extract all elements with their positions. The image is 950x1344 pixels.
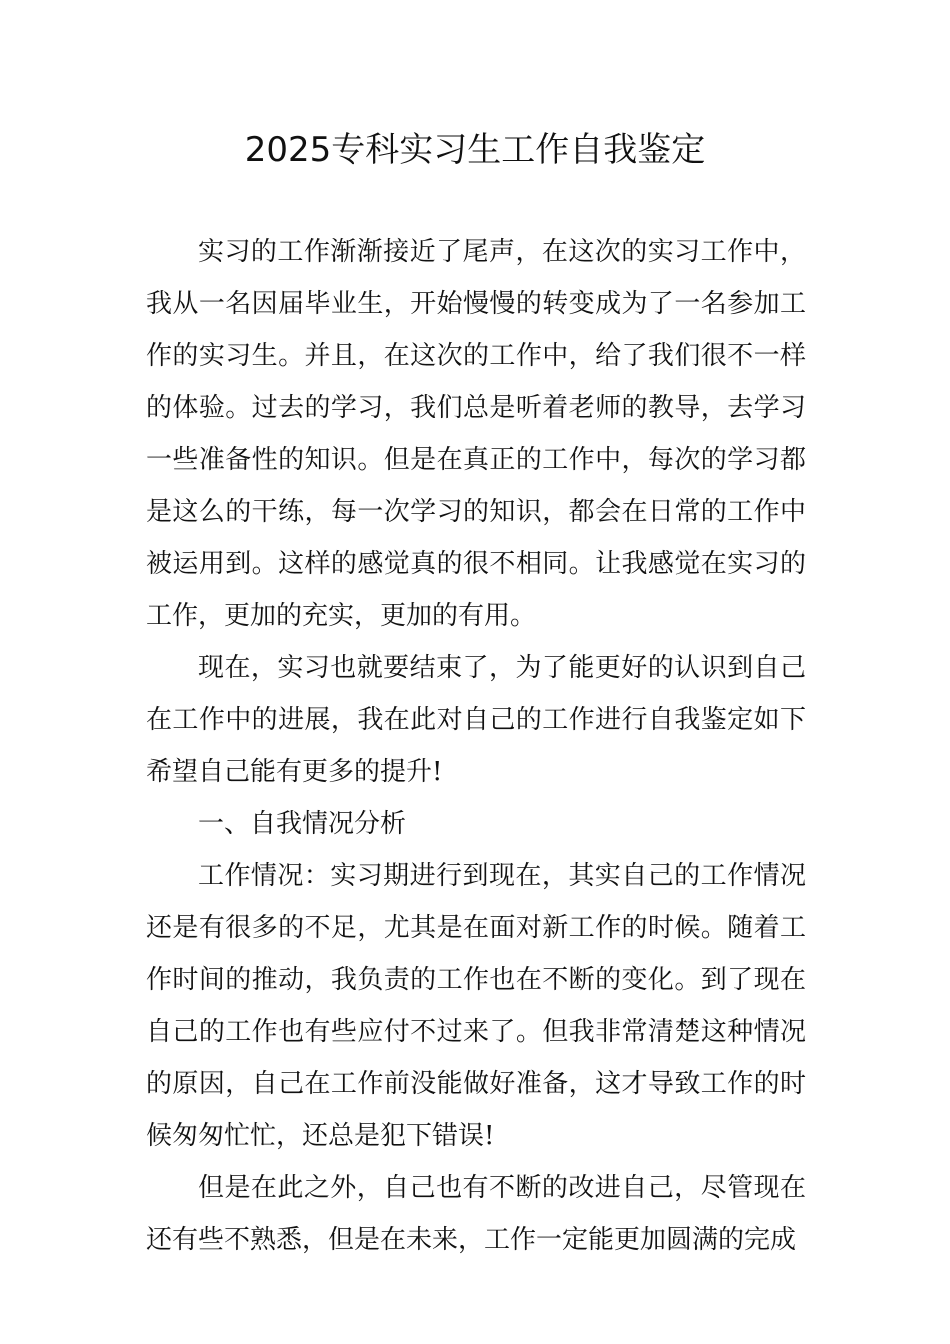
- paragraph-improvement: 但是在此之外，自己也有不断的改进自己，尽管现在还有些不熟悉，但是在未来，工作一定能更加圆满的完成: [146, 1173, 806, 1255]
- document-title: 2025专科实习生工作自我鉴定: [244, 130, 706, 170]
- section-heading-self-analysis: 一、自我情况分析: [198, 809, 407, 839]
- paragraph-work-situation: 工作情况：实习期进行到现在，其实自己的工作情况还是有很多的不足，尤其是在面对新工作的时候。随着工作时间的推动，我负责的工作也在不断的变化。到了现在自己的工作也有些应付不过来了。但我非常清楚这种情况的原因，自己在工作前没能做好准备，这才导致工作的时候匆匆忙忙，还总是犯下错误!: [146, 861, 806, 1151]
- paragraph-intro: 实习的工作渐渐接近了尾声，在这次的实习工作中，我从一名因届毕业生，开始慢慢的转变成为了一名参加工作的实习生。并且，在这次的工作中，给了我们很不一样的体验。过去的学习，我们总是听着老师的教导，去学习一些准备性的知识。但是在真正的工作中，每次的学习都是这么的干练，每一次学习的知识，都会在日常的工作中被运用到。这样的感觉真的很不相同。让我感觉在实习的工作，更加的充实，更加的有用。: [146, 237, 806, 631]
- document-body: [146, 226, 806, 1266]
- paragraph-purpose: 现在，实习也就要结束了，为了能更好的认识到自己在工作中的进展，我在此对自己的工作进行自我鉴定如下希望自己能有更多的提升!: [146, 653, 806, 787]
